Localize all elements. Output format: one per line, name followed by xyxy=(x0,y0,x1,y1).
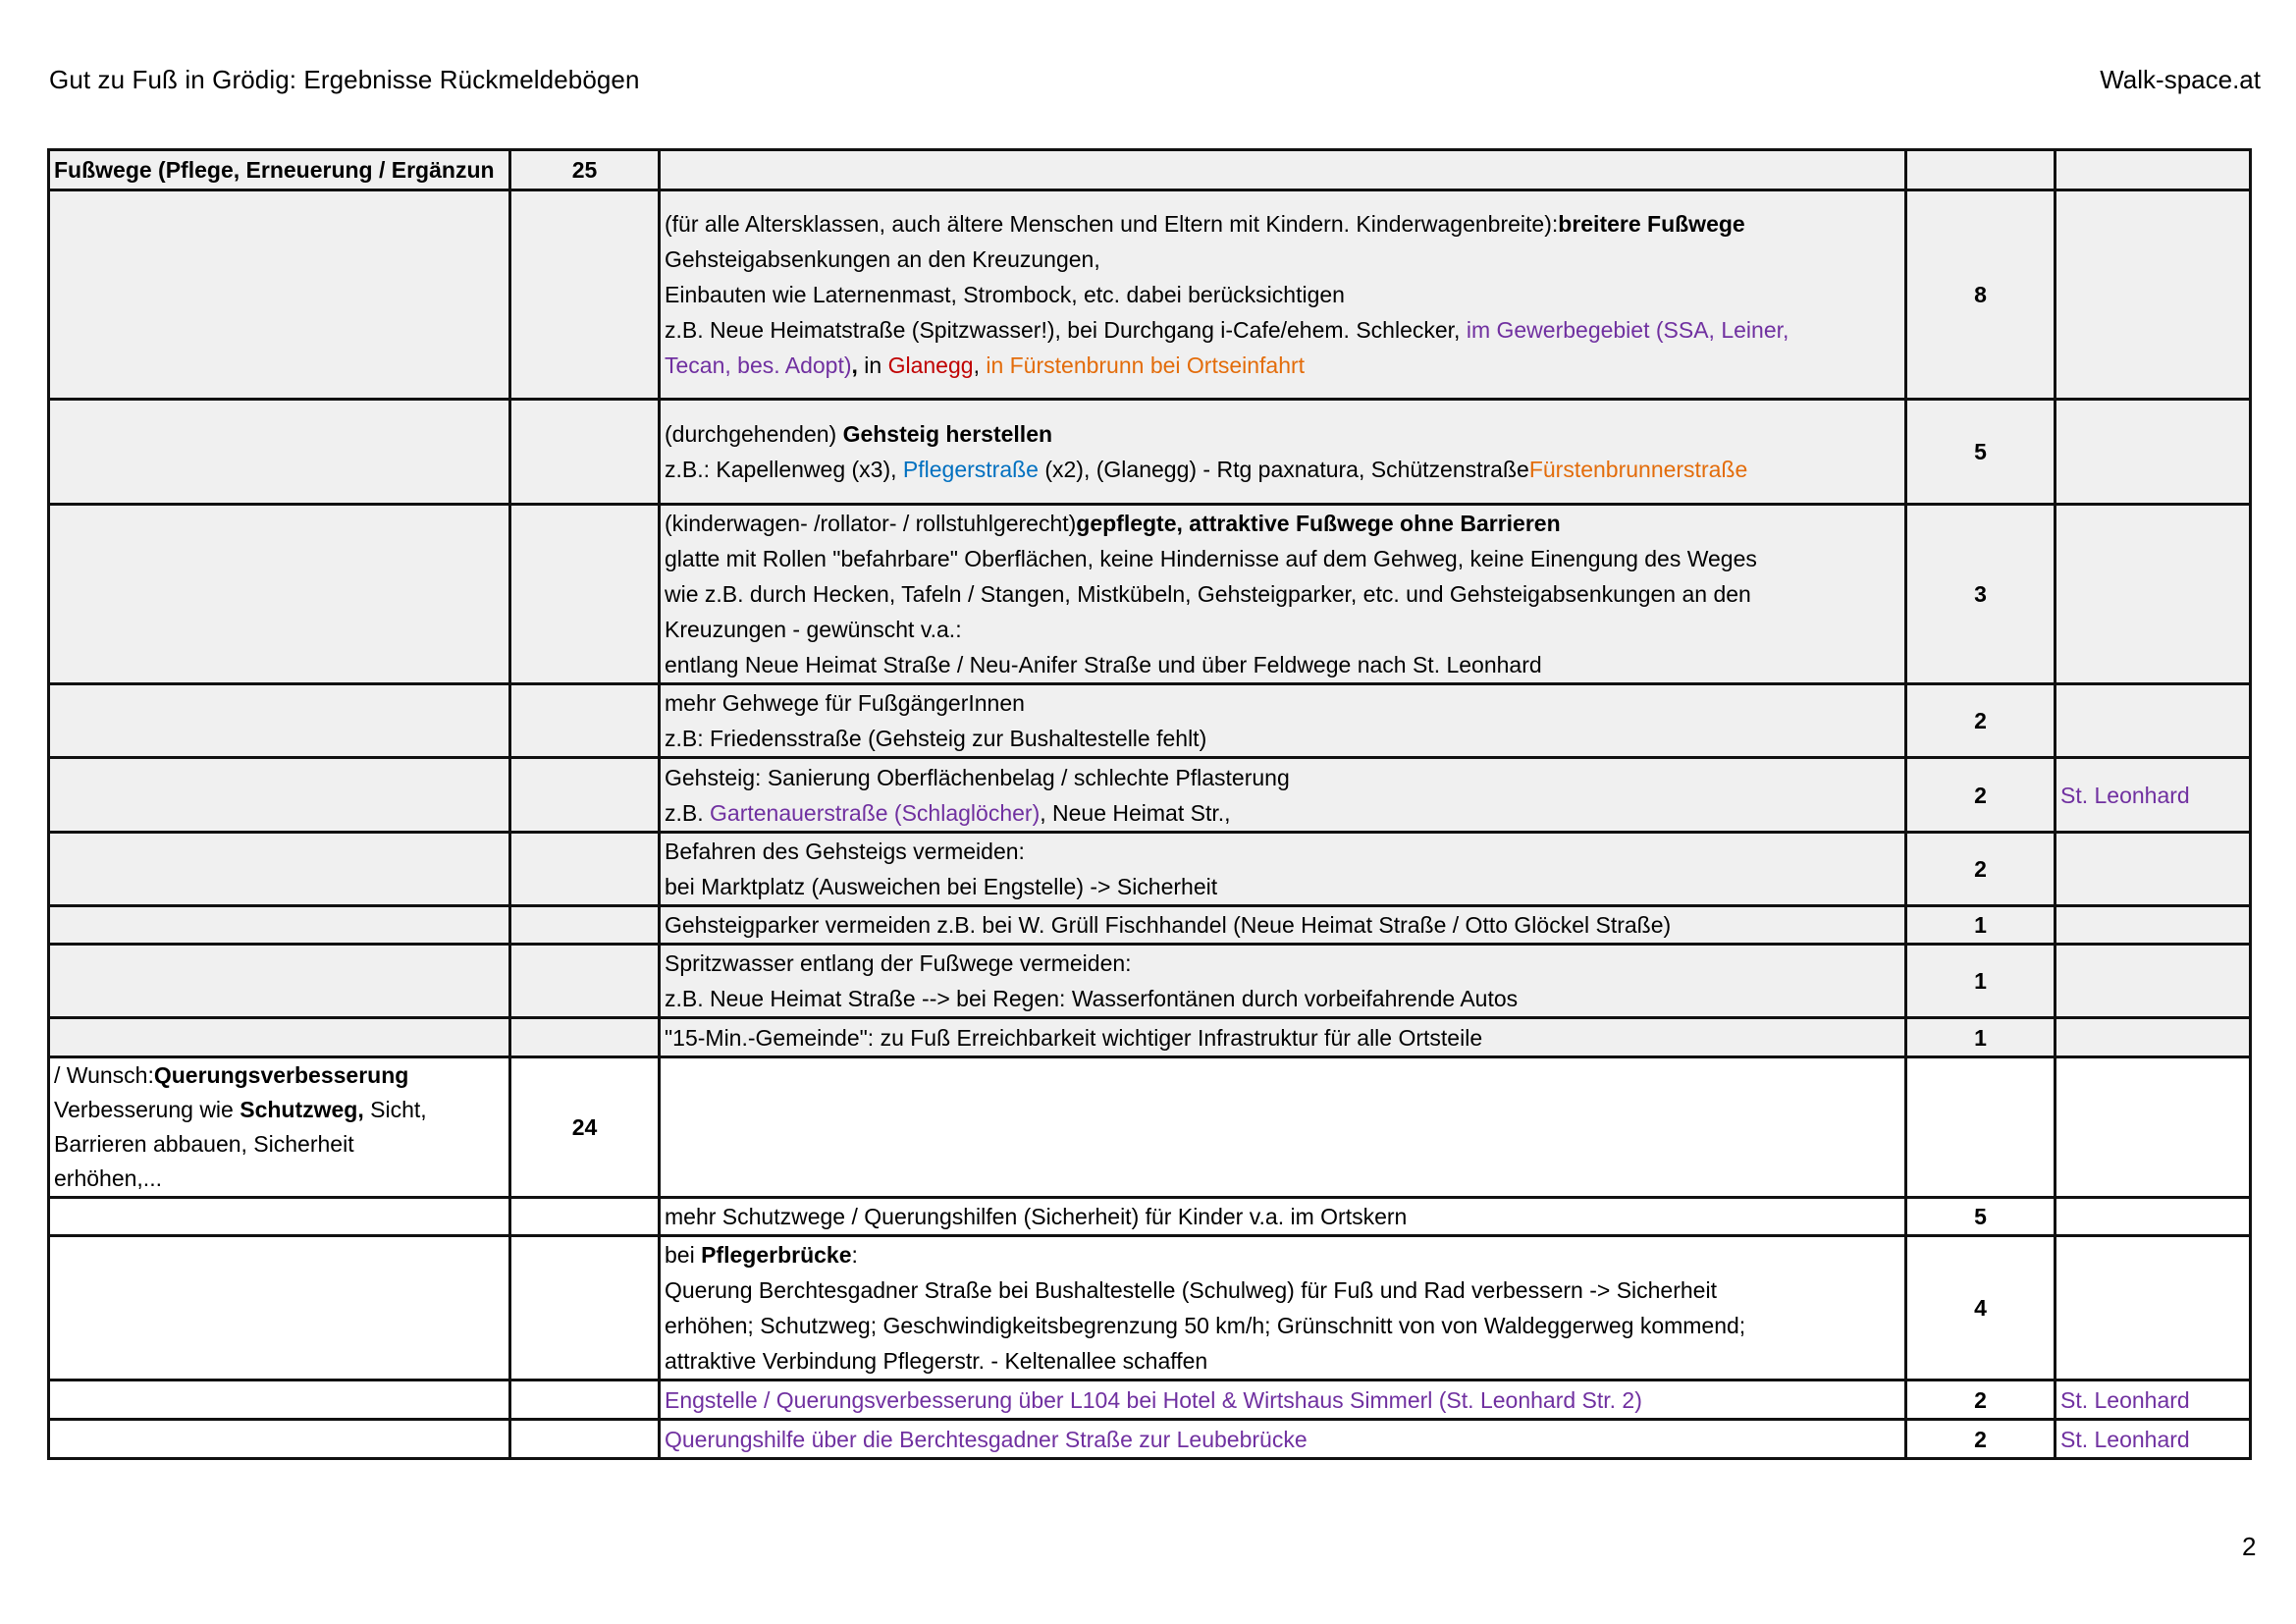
item-count: 2 xyxy=(1906,1420,2056,1459)
text-line xyxy=(665,541,1900,576)
text-line xyxy=(54,1093,505,1127)
category-cell xyxy=(49,758,510,833)
table-row xyxy=(49,945,2251,1018)
category-cell xyxy=(49,1380,510,1420)
text-line xyxy=(665,981,1900,1016)
total-cell xyxy=(510,1236,660,1380)
total-cell xyxy=(510,1018,660,1057)
item-location xyxy=(2056,190,2251,400)
text-line xyxy=(54,1162,505,1196)
text-segment-t: (durchgehenden) xyxy=(665,421,843,447)
text-line xyxy=(665,1199,1900,1234)
table-row xyxy=(49,1420,2251,1459)
item-location xyxy=(2056,906,2251,945)
text-segment-red: Glanegg xyxy=(887,352,974,378)
item-description xyxy=(660,1420,1906,1459)
text-line xyxy=(665,795,1900,831)
text-segment-t: attraktive Verbindung Pflegerstr. - Keltenallee schaffen xyxy=(665,1348,1208,1374)
total-cell xyxy=(510,505,660,684)
item-location xyxy=(2056,945,2251,1018)
item-location: St. Leonhard xyxy=(2056,1420,2251,1459)
text-segment-t2: Sicht, xyxy=(363,1097,427,1122)
item-description xyxy=(660,906,1906,945)
category-cell xyxy=(49,906,510,945)
text-segment-t: glatte mit Rollen "befahrbare" Oberflächen, keine Hindernisse auf dem Gehweg, keine Einengung des Weges xyxy=(665,546,1757,571)
text-segment-t: z.B. xyxy=(665,799,711,826)
category-label: Fußwege (Pflege, Erneuerung / Ergänzun xyxy=(49,150,510,190)
text-segment-b: Querungsverbesserung xyxy=(153,1062,409,1088)
text-line xyxy=(665,277,1900,312)
item-location xyxy=(2056,505,2251,684)
text-segment-t2: : xyxy=(851,1242,858,1268)
text-segment-b: breitere Fußwege xyxy=(1558,211,1745,237)
text-line xyxy=(665,452,1900,487)
item-count: 1 xyxy=(1906,1018,2056,1057)
category-cell xyxy=(49,1198,510,1236)
text-line xyxy=(665,1308,1900,1343)
item-count: 3 xyxy=(1906,505,2056,684)
text-segment-t2: , Neue Heimat Str., xyxy=(1040,799,1231,826)
category-cell xyxy=(49,1236,510,1380)
category-row xyxy=(49,1057,2251,1198)
text-line xyxy=(665,612,1900,647)
item-location: St. Leonhard xyxy=(2056,758,2251,833)
total-cell xyxy=(510,400,660,505)
text-line xyxy=(665,834,1900,869)
item-count: 2 xyxy=(1906,833,2056,906)
text-segment-t: Querung Berchtesgadner Straße bei Bushaltestelle (Schulweg) für Fuß und Rad verbessern -> Sicherheit xyxy=(665,1277,1717,1303)
text-segment-t3: , xyxy=(973,352,987,378)
table-row xyxy=(49,684,2251,758)
text-line xyxy=(665,416,1900,452)
item-count: 5 xyxy=(1906,400,2056,505)
text-segment-t3: (Glanegg) - Rtg paxnatura, Schützenstraße xyxy=(1095,457,1529,482)
description-cell xyxy=(660,150,1906,190)
text-segment-purple: Gartenauerstraße (Schlaglöcher) xyxy=(710,799,1041,826)
text-segment-t: Barrieren abbauen, Sicherheit xyxy=(54,1131,354,1157)
category-cell xyxy=(49,684,510,758)
text-segment-b: Schutzweg, xyxy=(240,1097,364,1122)
item-count: 5 xyxy=(1906,1198,2056,1236)
text-segment-t: Gehsteig: Sanierung Oberflächenbelag / schlechte Pflasterung xyxy=(665,764,1290,790)
category-cell xyxy=(49,1018,510,1057)
text-segment-t: Einbauten wie Laternenmast, Strombock, etc. dabei berücksichtigen xyxy=(665,282,1345,307)
text-line xyxy=(54,1058,505,1093)
item-description xyxy=(660,1236,1906,1380)
total-cell xyxy=(510,1380,660,1420)
item-count: 2 xyxy=(1906,684,2056,758)
item-location xyxy=(2056,1198,2251,1236)
item-count: 2 xyxy=(1906,1380,2056,1420)
table-row xyxy=(49,400,2251,505)
category-cell xyxy=(49,1420,510,1459)
category-total: 25 xyxy=(510,150,660,190)
text-line xyxy=(665,1272,1900,1308)
table-row xyxy=(49,190,2251,400)
table-row xyxy=(49,1236,2251,1380)
text-segment-t: mehr Gehwege für FußgängerInnen xyxy=(665,690,1025,716)
count-cell xyxy=(1906,150,2056,190)
total-cell xyxy=(510,945,660,1018)
text-line xyxy=(665,721,1900,756)
text-line xyxy=(665,348,1900,383)
table-row xyxy=(49,906,2251,945)
text-segment-orange: Fürstenbrunnerstraße xyxy=(1528,457,1748,482)
text-segment-t2: (x2), xyxy=(1038,457,1096,482)
text-segment-t: (für alle Altersklassen, auch ältere Menschen und Eltern mit Kindern. Kinderwagenbreite): xyxy=(665,211,1559,237)
total-cell xyxy=(510,1420,660,1459)
table-row xyxy=(49,1380,2251,1420)
item-description xyxy=(660,190,1906,400)
text-segment-t: z.B. Neue Heimat Straße --> bei Regen: Wasserfontänen durch vorbeifahrende Autos xyxy=(665,986,1519,1011)
text-segment-t: Gehsteigabsenkungen an den Kreuzungen, xyxy=(665,246,1100,272)
text-segment-t: wie z.B. durch Hecken, Tafeln / Stangen, Mistkübeln, Gehsteigparker, etc. und Gehsteigabsenkungen an den xyxy=(665,581,1751,607)
text-segment-b2: , xyxy=(851,352,858,378)
text-line xyxy=(665,506,1900,541)
total-cell xyxy=(510,1198,660,1236)
text-segment-purple: Querungshilfe über die Berchtesgadner Straße zur Leubebrücke xyxy=(665,1426,1308,1452)
text-segment-t: erhöhen; Schutzweg; Geschwindigkeitsbegrenzung 50 km/h; Grünschnitt von von Waldeggerweg kommend; xyxy=(665,1313,1746,1338)
total-cell xyxy=(510,833,660,906)
category-row xyxy=(49,150,2251,190)
text-segment-t: Gehsteigparker vermeiden z.B. bei W. Grüll Fischhandel (Neue Heimat Straße / Otto Glöckel Straße) xyxy=(665,912,1672,938)
location-cell xyxy=(2056,150,2251,190)
text-segment-t: entlang Neue Heimat Straße / Neu-Anifer Straße und über Feldwege nach St. Leonhard xyxy=(665,652,1542,677)
text-segment-t: (kinderwagen- /rollator- / rollstuhlgerecht) xyxy=(665,511,1077,536)
text-segment-t: Spritzwasser entlang der Fußwege vermeiden: xyxy=(665,950,1132,976)
category-label xyxy=(49,1057,510,1198)
text-segment-t: / Wunsch: xyxy=(54,1062,154,1088)
text-line xyxy=(665,946,1900,981)
text-segment-t: z.B: Friedensstraße (Gehsteig zur Bushaltestelle fehlt) xyxy=(665,726,1207,751)
total-cell xyxy=(510,684,660,758)
text-segment-blue: Pflegerstraße xyxy=(902,457,1039,482)
text-line xyxy=(665,1343,1900,1379)
text-segment-t: mehr Schutzwege / Querungshilfen (Sicherheit) für Kinder v.a. im Ortskern xyxy=(665,1204,1408,1229)
text-line xyxy=(665,1422,1900,1457)
table-row xyxy=(49,1018,2251,1057)
site-name: Walk-space.at xyxy=(2100,65,2261,94)
count-cell xyxy=(1906,1057,2056,1198)
table-row xyxy=(49,1198,2251,1236)
text-segment-purple: Tecan, bes. Adopt) xyxy=(665,352,852,378)
item-count: 1 xyxy=(1906,906,2056,945)
item-description xyxy=(660,684,1906,758)
text-segment-t: Befahren des Gehsteigs vermeiden: xyxy=(665,839,1025,864)
category-cell xyxy=(49,505,510,684)
item-location xyxy=(2056,400,2251,505)
text-segment-b: Pflegerbrücke xyxy=(701,1242,852,1268)
text-line xyxy=(665,1382,1900,1418)
item-description xyxy=(660,1018,1906,1057)
item-description xyxy=(660,1380,1906,1420)
item-description xyxy=(660,505,1906,684)
category-cell xyxy=(49,400,510,505)
text-line xyxy=(665,907,1900,943)
location-cell xyxy=(2056,1057,2251,1198)
table-row xyxy=(49,833,2251,906)
text-line xyxy=(665,869,1900,904)
text-line xyxy=(665,760,1900,795)
item-description xyxy=(660,1198,1906,1236)
page-number: 2 xyxy=(2242,1532,2257,1561)
item-count: 8 xyxy=(1906,190,2056,400)
item-description xyxy=(660,400,1906,505)
total-cell xyxy=(510,190,660,400)
results-table xyxy=(47,148,2252,1460)
table-row xyxy=(49,505,2251,684)
item-count: 1 xyxy=(1906,945,2056,1018)
text-line xyxy=(665,206,1900,242)
text-line xyxy=(665,312,1900,348)
item-description xyxy=(660,945,1906,1018)
text-segment-t: "15-Min.-Gemeinde": zu Fuß Erreichbarkeit wichtiger Infrastruktur für alle Ortsteile xyxy=(665,1024,1483,1051)
category-cell xyxy=(49,833,510,906)
total-cell xyxy=(510,906,660,945)
text-segment-b: Gehsteig herstellen xyxy=(842,421,1053,447)
text-line xyxy=(665,242,1900,277)
text-segment-t: erhöhen,... xyxy=(54,1165,162,1191)
text-segment-purple: Engstelle / Querungsverbesserung über L104 bei Hotel & Wirtshaus Simmerl (St. Leonhard Str. 2) xyxy=(665,1386,1642,1413)
text-segment-t: Kreuzungen - gewünscht v.a.: xyxy=(665,617,962,642)
text-line xyxy=(665,647,1900,682)
item-description xyxy=(660,758,1906,833)
text-segment-t: Verbesserung wie xyxy=(54,1097,240,1122)
text-segment-t: bei xyxy=(665,1242,702,1268)
category-cell xyxy=(49,190,510,400)
text-segment-purple: im Gewerbegebiet (SSA, Leiner, xyxy=(1466,317,1789,343)
item-location xyxy=(2056,1018,2251,1057)
item-location xyxy=(2056,1236,2251,1380)
item-location xyxy=(2056,833,2251,906)
item-count: 2 xyxy=(1906,758,2056,833)
item-description xyxy=(660,833,1906,906)
table-row xyxy=(49,758,2251,833)
text-line xyxy=(665,685,1900,721)
text-line xyxy=(665,1237,1900,1272)
document-title: Gut zu Fuß in Grödig: Ergebnisse Rückmeldebögen xyxy=(49,65,640,94)
item-location xyxy=(2056,684,2251,758)
text-line xyxy=(665,576,1900,612)
text-segment-orange: in Fürstenbrunn bei Ortseinfahrt xyxy=(986,352,1306,378)
text-segment-t2: in xyxy=(857,352,888,378)
total-cell xyxy=(510,758,660,833)
item-count: 4 xyxy=(1906,1236,2056,1380)
text-segment-t: bei Marktplatz (Ausweichen bei Engstelle) -> Sicherheit xyxy=(665,874,1218,899)
category-total: 24 xyxy=(510,1057,660,1198)
description-cell xyxy=(660,1057,1906,1198)
text-segment-b: gepflegte, attraktive Fußwege ohne Barrieren xyxy=(1076,511,1561,536)
text-line xyxy=(54,1127,505,1162)
category-cell xyxy=(49,945,510,1018)
text-segment-t: z.B.: Kapellenweg (x3), xyxy=(665,457,903,482)
text-segment-t: z.B. Neue Heimatstraße (Spitzwasser!), bei Durchgang i-Cafe/ehem. Schlecker, xyxy=(665,317,1467,343)
item-location: St. Leonhard xyxy=(2056,1380,2251,1420)
text-line xyxy=(665,1020,1900,1056)
